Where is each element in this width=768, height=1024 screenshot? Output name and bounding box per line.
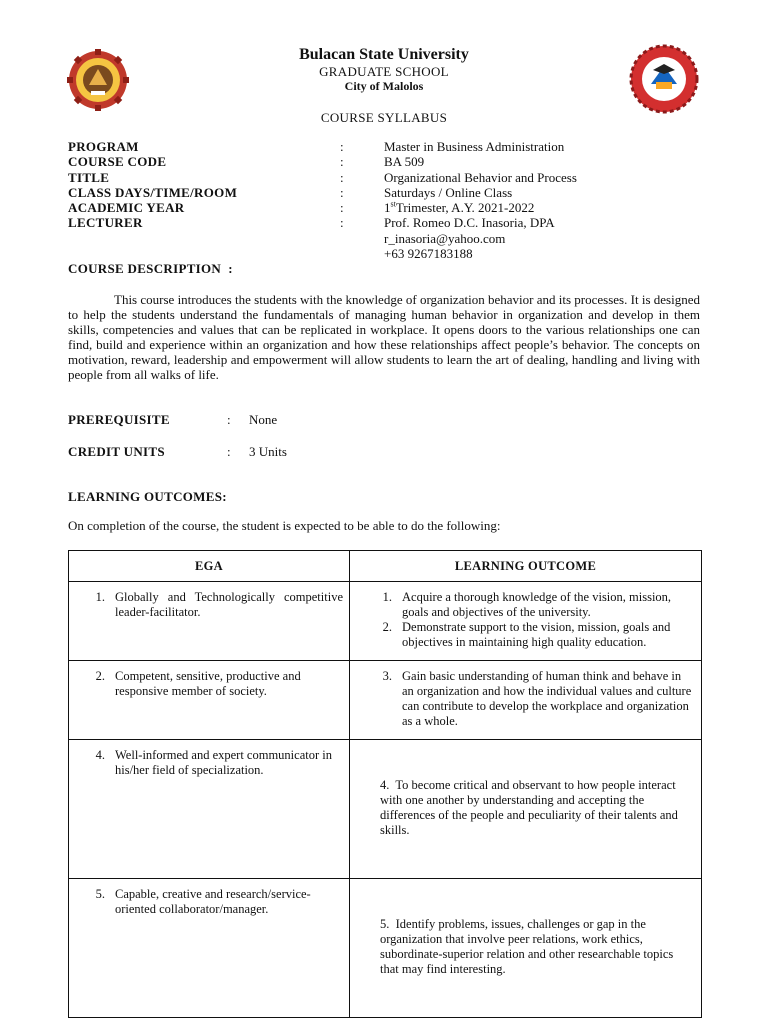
credit-units-colon: : bbox=[227, 444, 231, 459]
ega-column-header: EGA bbox=[69, 551, 350, 582]
ega-cell bbox=[69, 740, 350, 879]
schedule-value: Saturdays / Online Class bbox=[384, 185, 513, 200]
course-code-label: COURSE CODE bbox=[68, 154, 167, 169]
outcome-text: Acquire a thorough knowledge of the vision, mission, goals and objectives of the university. bbox=[402, 590, 672, 619]
outcome-item bbox=[374, 590, 693, 620]
title-label: TITLE bbox=[68, 170, 110, 185]
ega-number: 5. bbox=[95, 887, 105, 901]
schedule-label: CLASS DAYS/TIME/ROOM bbox=[68, 185, 238, 200]
year-colon: : bbox=[340, 200, 344, 215]
ega-text: Competent, sensitive, productive and responsive member of society. bbox=[115, 669, 301, 698]
outcome-text: Gain basic understanding of human think and behave in an organization and how the individual values and culture can contribute to develop the workplace and organization as a whole. bbox=[402, 669, 692, 728]
year-rest: Trimester, A.Y. 2021-2022 bbox=[395, 200, 535, 215]
learning-outcomes-table bbox=[68, 550, 702, 1018]
ega-item bbox=[77, 748, 343, 778]
ega-text: Capable, creative and research/service-oriented collaborator/manager. bbox=[115, 887, 311, 916]
ega-number: 4. bbox=[95, 748, 105, 762]
year-value bbox=[384, 200, 534, 215]
outcome-item bbox=[374, 620, 693, 650]
program-value: Master in Business Administration bbox=[384, 139, 565, 154]
outcome-number: 2. bbox=[382, 620, 392, 634]
outcome-text: Demonstrate support to the vision, mission, goals and objectives in maintaining high quality education. bbox=[402, 620, 671, 649]
ega-cell bbox=[69, 879, 350, 1018]
ega-item bbox=[77, 887, 343, 917]
outcome-cell bbox=[350, 879, 702, 1018]
ega-item bbox=[77, 669, 343, 699]
lecturer-phone: +63 9267183188 bbox=[384, 246, 473, 261]
outcome-item bbox=[374, 669, 693, 729]
ega-text: Globally and Technologically competitive leader-facilitator. bbox=[115, 590, 343, 619]
course-description-text: This course introduces the students with the knowledge of organization behavior and its processes. It is designed to help the students understand the fundamentals of managing human behavior in organization and develop in them skills, competencies and values that can be replicated in workplace. It opens doors to the various relationships one can find, build and experience within an organization and how these relationships affect people’s behavior. The concepts on motivation, reward, leadership and empowerment will allow students to learn the art of dealing, handling and living with people from all walks of life. bbox=[68, 292, 700, 382]
title-value: Organizational Behavior and Process bbox=[384, 170, 577, 185]
university-name: Bulacan State University bbox=[299, 46, 469, 63]
school-name: GRADUATE SCHOOL bbox=[319, 64, 449, 79]
credit-units-value: 3 Units bbox=[249, 444, 287, 459]
title-colon: : bbox=[340, 170, 344, 185]
table-row bbox=[69, 879, 702, 1018]
learning-outcomes-heading: LEARNING OUTCOMES: bbox=[68, 489, 227, 504]
city-name: City of Malolos bbox=[344, 79, 424, 93]
outcome-column-header: LEARNING OUTCOME bbox=[350, 551, 702, 582]
outcome-number: 1. bbox=[382, 590, 392, 604]
outcome-cell bbox=[350, 582, 702, 661]
course-code-colon: : bbox=[340, 154, 344, 169]
ega-cell bbox=[69, 661, 350, 740]
lecturer-name: Prof. Romeo D.C. Inasoria, DPA bbox=[384, 215, 555, 230]
course-code-value: BA 509 bbox=[384, 154, 425, 169]
prerequisite-value: None bbox=[249, 412, 278, 427]
prerequisite-label: PREREQUISITE bbox=[68, 412, 170, 427]
table-row bbox=[69, 582, 702, 661]
outcome-number: 3. bbox=[382, 669, 392, 683]
table-header-row bbox=[69, 551, 702, 582]
year-suffix: st bbox=[390, 199, 396, 209]
table-row bbox=[69, 740, 702, 879]
prerequisite-colon: : bbox=[227, 412, 231, 427]
lecturer-colon: : bbox=[340, 215, 344, 230]
ega-text: Well-informed and expert communicator in his/her field of specialization. bbox=[115, 748, 332, 777]
schedule-colon: : bbox=[340, 185, 344, 200]
year-label: ACADEMIC YEAR bbox=[68, 200, 185, 215]
lecturer-label: LECTURER bbox=[68, 215, 143, 230]
ega-cell bbox=[69, 582, 350, 661]
outcome-cell bbox=[350, 661, 702, 740]
outcome-cell bbox=[350, 740, 702, 879]
outcome-text: 5. Identify problems, issues, challenges or gap in the organization that involve peer relations, work ethics, subordinate-superior relation and other researchable topics that may find interesting. bbox=[380, 917, 677, 976]
credit-units-label: CREDIT UNITS bbox=[68, 444, 165, 459]
document-title: COURSE SYLLABUS bbox=[320, 110, 448, 125]
ega-number: 2. bbox=[95, 669, 105, 683]
learning-outcomes-intro: On completion of the course, the student is expected to be able to do the following: bbox=[68, 518, 501, 533]
table-row bbox=[69, 661, 702, 740]
ega-number: 1. bbox=[95, 590, 105, 604]
outcome-text: 4. To become critical and observant to how people interact with one another by understanding and accepting the differences of the people and peculiarity of their talents and skills. bbox=[380, 778, 682, 837]
year-number: 1 bbox=[384, 200, 391, 215]
course-description-heading: COURSE DESCRIPTION : bbox=[68, 261, 233, 276]
program-label: PROGRAM bbox=[68, 139, 139, 154]
lecturer-email: r_inasoria@yahoo.com bbox=[384, 231, 506, 246]
ega-item bbox=[77, 590, 343, 620]
program-colon: : bbox=[340, 139, 344, 154]
